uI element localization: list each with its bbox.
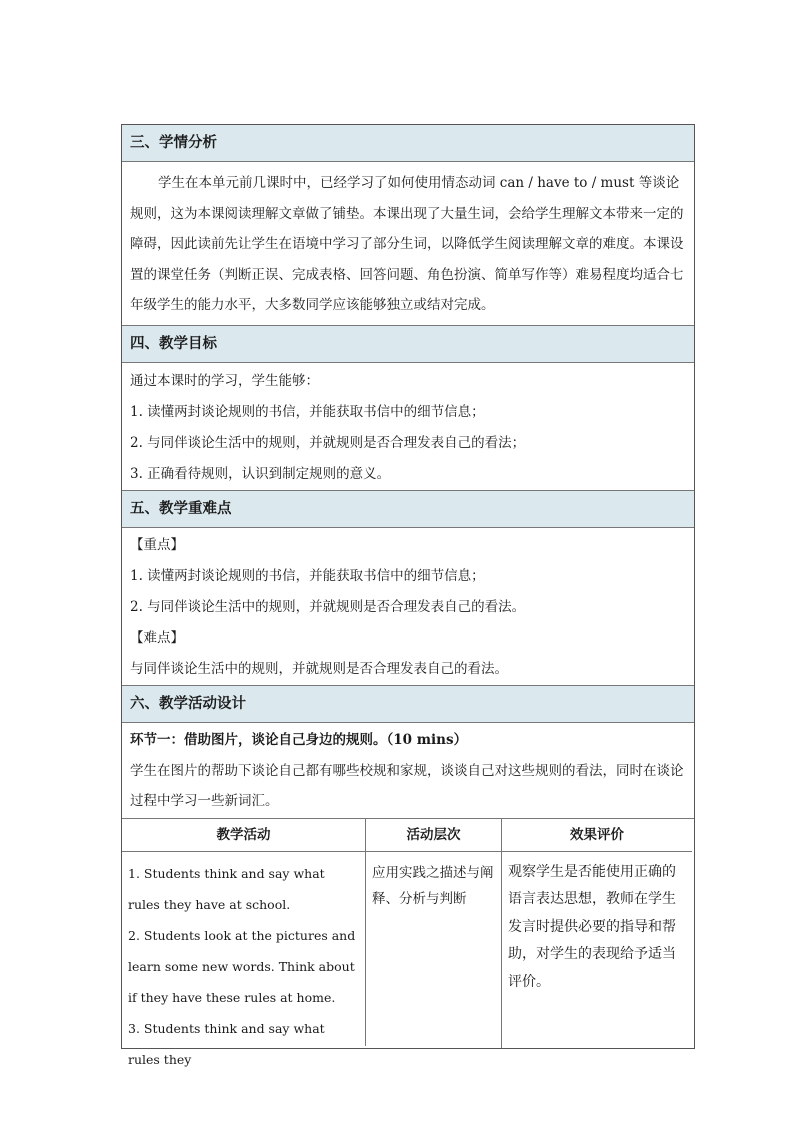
activity-item: 2. Students look at the pictures and learn some new words. Think about if they have these rules at home.	[128, 927, 356, 1005]
objective-item: 2. 与同伴谈论生活中的规则，并就规则是否合理发表自己的看法；	[130, 434, 526, 451]
key-point-item: 2. 与同伴谈论生活中的规则，并就规则是否合理发表自己的看法。	[130, 598, 526, 615]
objectives-intro: 通过本课时的学习，学生能够：	[130, 372, 319, 389]
learner-analysis-text: 学生在本单元前几课时中，已经学习了如何使用情态动词 can / have to / must 等谈论规则，这为本课阅读理解文章做了铺垫。本课出现了大量生词，会给学生理解文本带来一定的障碍，因此读前先让学生在语境中学习了部分生词，以降低学生阅读理解文章的难度。本课设置的课堂任务（判断正误、完成表格、回答问题、角色扮演、简单写作等）难易程度均适合七年级学生的能力水平，大多数同学应该能够独立或结对完成。	[130, 175, 684, 313]
difficult-points-label: 【难点】	[130, 629, 184, 646]
evaluation-cell: 观察学生是否能使用正确的语言表达思想，教师在学生发言时提供必要的指导和帮助，对学生的表现给予适当评价。	[508, 863, 676, 990]
key-point-item: 1. 读懂两封谈论规则的书信，并能获取书信中的细节信息；	[130, 567, 485, 584]
step-description: 学生在图片的帮助下谈论自己都有哪些校规和家规，谈谈自己对这些规则的看法，同时在谈论过程中学习一些新词汇。	[130, 762, 684, 809]
activity-item: 1. Students think and say what rules they have at school.	[128, 865, 325, 912]
section-teaching-objectives	[122, 326, 694, 491]
difficult-point-text: 与同伴谈论生活中的规则，并就规则是否合理发表自己的看法。	[130, 660, 508, 677]
section-activity-design	[122, 686, 694, 1067]
activity-table	[122, 818, 694, 1067]
section-heading: 三、学情分析	[122, 125, 694, 162]
section-heading: 四、教学目标	[122, 326, 694, 363]
column-header-evaluation: 效果评价	[502, 819, 692, 852]
key-points-label: 【重点】	[130, 536, 184, 553]
column-header-level: 活动层次	[366, 819, 502, 852]
section-key-difficult-points	[122, 491, 694, 686]
activity-level-cell: 应用实践之描述与阐释、分析与判断	[366, 852, 502, 1048]
section-heading: 六、教学活动设计	[122, 686, 694, 723]
activity-item: 3. Students think and say what rules they	[128, 1020, 325, 1067]
objective-item: 3. 正确看待规则，认识到制定规则的意义。	[130, 465, 391, 482]
activity-cell	[122, 852, 366, 1067]
section-heading: 五、教学重难点	[122, 491, 694, 528]
column-header-activity: 教学活动	[122, 819, 366, 852]
section-learner-analysis	[122, 125, 694, 326]
step-title: 环节一：借助图片，谈论自己身边的规则。（10 mins）	[130, 731, 468, 748]
objective-item: 1. 读懂两封谈论规则的书信，并能获取书信中的细节信息；	[130, 403, 485, 420]
lesson-plan-table	[121, 124, 695, 1067]
